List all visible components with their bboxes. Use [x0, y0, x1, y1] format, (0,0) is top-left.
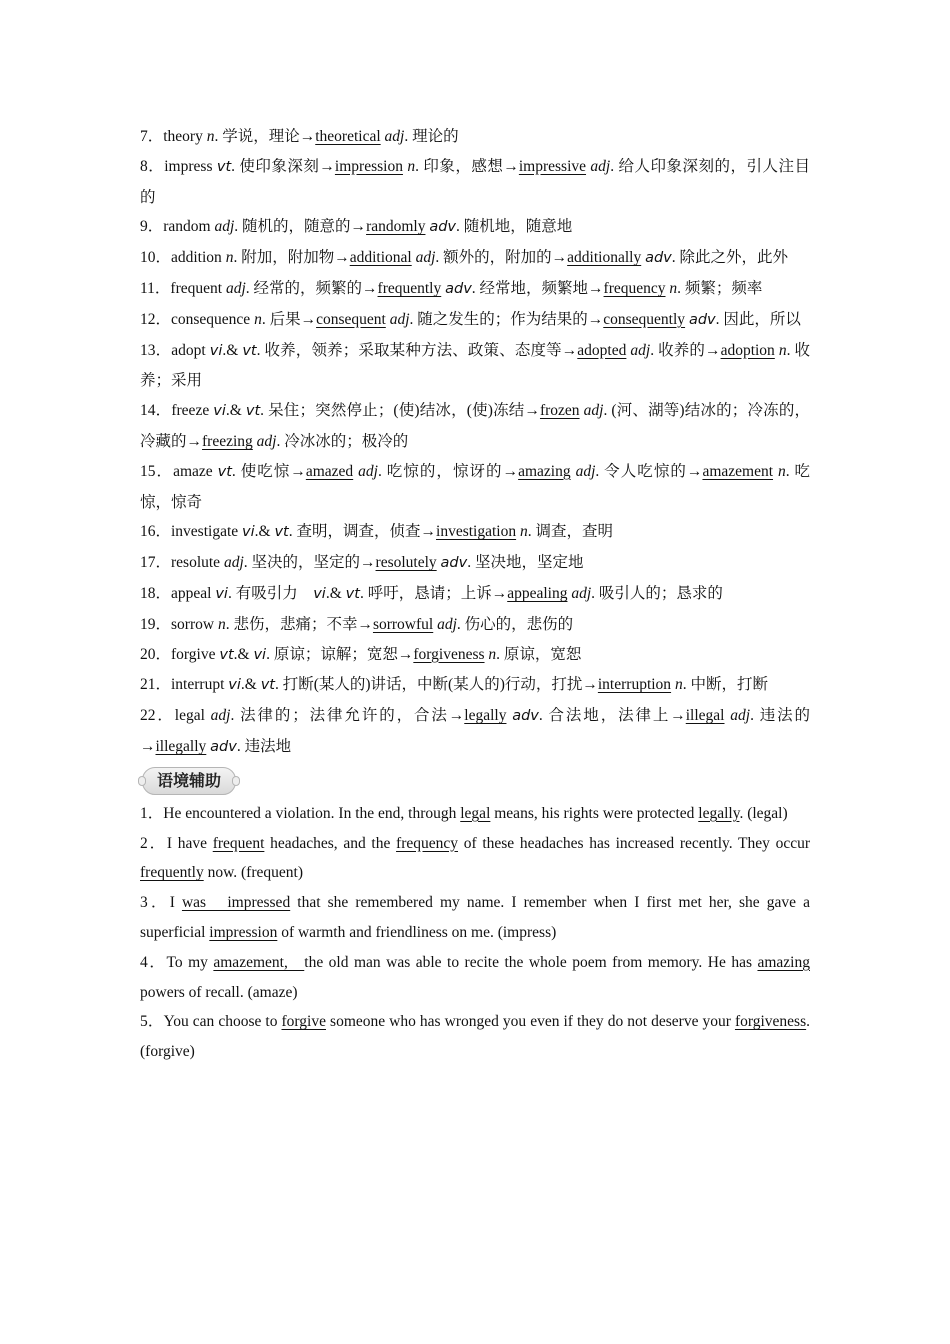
answer-word: interruption [597, 676, 672, 694]
vocabulary-entry [140, 640, 810, 671]
text-segment: .& [233, 645, 254, 663]
section-badge-wrap [140, 763, 810, 799]
text-segment: . 随之发生的；作为结果的→ [409, 310, 604, 328]
text-segment: . 使吃惊→ [231, 462, 306, 480]
part-of-speech: vi [242, 524, 255, 541]
vocabulary-entry [140, 579, 810, 610]
answer-word: impressive [518, 157, 587, 175]
part-of-speech: vi [215, 585, 228, 602]
part-of-speech: n [217, 615, 226, 633]
text-segment: 20．forgive [140, 645, 220, 663]
text-segment: powers of recall. (amaze) [140, 983, 298, 1001]
text-segment: of warmth and friendliness on me. (impress) [277, 923, 557, 941]
answer-word: frequency [396, 834, 459, 852]
part-of-speech: adj [437, 615, 457, 633]
text-segment: . 违法地 [236, 737, 292, 755]
part-of-speech: adj [583, 402, 604, 420]
part-of-speech: vt [274, 524, 289, 541]
text-segment: . 因此，所以 [715, 310, 801, 328]
part-of-speech: adj [590, 157, 611, 175]
text-segment: . 吃惊的，惊讶的→ [377, 462, 519, 480]
text-segment: .& [222, 341, 243, 359]
text-segment: 22．legal [140, 707, 211, 725]
text-segment: .& [325, 584, 346, 602]
text-segment: 9．random [140, 218, 215, 236]
answer-word: was impressed [181, 894, 291, 912]
context-sentence [140, 829, 810, 889]
part-of-speech: n [488, 645, 497, 663]
text-segment: . 调查，查明 [527, 523, 613, 541]
part-of-speech: vi [313, 585, 326, 602]
text-segment: . 伤心的，悲伤的 [456, 615, 574, 633]
vocabulary-entry [140, 243, 810, 274]
text-segment: . 频繁；频率 [677, 279, 763, 297]
answer-word: frequently [377, 279, 442, 297]
part-of-speech: adv [210, 738, 237, 755]
answer-word: randomly [366, 218, 426, 236]
answer-word: adoption [720, 341, 775, 359]
text-segment: . 悲伤，悲痛；不幸→ [225, 615, 373, 633]
text-segment: 18．appeal [140, 584, 216, 602]
text-segment: 19．sorrow [140, 615, 218, 633]
part-of-speech: vt [219, 646, 234, 663]
answer-word: impression [334, 157, 403, 175]
answer-word: theoretical [315, 128, 381, 145]
text-segment: headaches, and the [264, 834, 397, 852]
part-of-speech: n [206, 128, 215, 145]
part-of-speech: adv [429, 219, 457, 236]
vocabulary-entry [140, 396, 810, 457]
part-of-speech: vt [345, 585, 360, 602]
part-of-speech: vi [228, 677, 241, 694]
part-of-speech: vt [216, 158, 232, 175]
answer-word: amazing [757, 953, 810, 971]
text-segment: .& [254, 523, 275, 541]
text-segment: 1．He encountered a violation. In the end, through [140, 804, 461, 822]
part-of-speech: n [225, 249, 234, 267]
part-of-speech: adj [389, 310, 410, 328]
text-segment: . 查明，调查，侦查→ [288, 523, 437, 541]
text-segment: of these headaches has increased recently. They occur [458, 834, 811, 852]
part-of-speech: adv [440, 555, 468, 572]
part-of-speech: vt [242, 342, 257, 359]
text-segment: someone who has wronged you even if they do not deserve your [326, 1013, 735, 1031]
part-of-speech: vt [217, 463, 232, 480]
text-segment: that she remembered my name. I remember when I first met her, she gave a superficial [140, 894, 811, 941]
part-of-speech: n [669, 279, 678, 297]
text-segment: . (河、湖等)结冰的；冷冻的，冷藏的→ [140, 402, 811, 450]
part-of-speech: adj [223, 554, 244, 572]
answer-word: investigation [436, 523, 517, 541]
text-segment: 4．To my [140, 953, 214, 971]
vocabulary-entry [140, 212, 810, 243]
vocabulary-entry [140, 548, 810, 579]
part-of-speech: n [519, 523, 528, 541]
answer-word: appealing [507, 584, 568, 602]
text-segment: 21．interrupt [140, 676, 229, 694]
part-of-speech: vt [260, 677, 275, 694]
vocabulary-list [140, 122, 810, 763]
answer-word: amazement [702, 462, 774, 480]
context-sentence [140, 888, 810, 948]
text-segment: . 吃惊，惊奇 [140, 462, 811, 511]
vocabulary-entry [140, 610, 810, 640]
text-segment: 8．impress [140, 157, 217, 175]
text-segment: 15．amaze [140, 462, 218, 480]
text-segment: . 收养的→ [650, 341, 721, 359]
part-of-speech: adj [630, 341, 651, 359]
answer-word: amazing [518, 462, 571, 480]
part-of-speech: adj [415, 249, 436, 267]
part-of-speech: adj [210, 707, 231, 725]
answer-word: legal [460, 804, 491, 822]
text-segment: 14．freeze [140, 402, 214, 420]
text-segment: . 吸引人的；恳求的 [591, 584, 723, 602]
part-of-speech: adv [645, 250, 672, 267]
part-of-speech: adj [575, 462, 596, 480]
answer-word: frequent [212, 834, 265, 852]
answer-word: impression [209, 923, 278, 941]
text-segment: . 使印象深刻→ [231, 157, 335, 175]
text-segment: . 后果→ [261, 310, 317, 328]
answer-word: illegal [685, 707, 725, 725]
text-segment: means, his rights were protected [490, 804, 699, 822]
text-segment: . (legal) [739, 804, 788, 822]
answer-word: forgive [281, 1013, 326, 1031]
part-of-speech: vi [253, 646, 267, 663]
part-of-speech: n [778, 341, 787, 359]
text-segment: . 呆住；突然停止；(使)结冰，(使)冻结→ [260, 402, 540, 420]
document-page [140, 122, 810, 1067]
text-segment: . 印象，感想→ [415, 157, 519, 175]
context-sentence [140, 1007, 810, 1067]
context-sentence [140, 799, 810, 829]
answer-word: legally [464, 707, 507, 725]
part-of-speech: adj [571, 584, 592, 602]
text-segment: . 除此之外，此外 [671, 249, 789, 267]
text-segment: 3．I [140, 894, 182, 912]
part-of-speech: adj [214, 218, 235, 236]
answer-word: freezing [202, 432, 253, 450]
text-segment: . 呼吁，恳请；上诉→ [359, 584, 508, 602]
text-segment: . 坚决的，坚定的→ [243, 554, 376, 572]
text-segment: 16．investigate [140, 523, 243, 541]
answer-word: amazed [305, 462, 354, 480]
part-of-speech: adv [445, 280, 472, 297]
text-segment: . 坚决地，坚定地 [467, 554, 584, 572]
text-segment: 11．frequent [140, 279, 226, 297]
section-badge: 语境辅助 [142, 767, 236, 795]
text-segment: . 合法地，法律上→ [538, 707, 686, 725]
text-segment: . 收养；采用 [140, 341, 810, 390]
part-of-speech: adv [512, 708, 539, 725]
text-segment: . 打断(某人的)讲话，中断(某人的)行动，打扰→ [274, 676, 598, 694]
text-segment: . (forgive) [140, 1013, 811, 1061]
text-segment: . 原谅，宽恕 [496, 645, 582, 663]
answer-word: additional [349, 249, 412, 267]
part-of-speech: vi [209, 342, 223, 359]
answer-word: frequency [603, 279, 666, 297]
text-segment: .& [240, 676, 261, 694]
text-segment: . 中断，打断 [682, 676, 768, 694]
answer-word: resolutely [375, 554, 437, 572]
text-segment: . 附加，附加物→ [233, 249, 350, 267]
answer-word: sorrowful [372, 615, 434, 633]
answer-word: frequently [140, 864, 204, 882]
text-segment: 5．You can choose to [140, 1013, 282, 1031]
part-of-speech: adj [225, 279, 246, 297]
text-segment: . 额外的，附加的→ [435, 249, 568, 267]
text-segment: . 法律的；法律允许的，合法→ [230, 707, 465, 725]
part-of-speech: n [407, 157, 416, 175]
answer-word: legally [698, 804, 740, 822]
context-sentence [140, 948, 810, 1008]
part-of-speech: adj [730, 707, 751, 725]
answer-word: additionally [567, 249, 642, 267]
part-of-speech: n [254, 310, 262, 328]
context-sentences [140, 799, 810, 1067]
answer-word: frozen [539, 402, 580, 420]
vocabulary-entry [140, 670, 810, 701]
answer-word: illegally [155, 737, 207, 755]
answer-word: consequently [603, 310, 686, 328]
text-segment: 10．addition [140, 249, 226, 267]
vocabulary-entry [140, 152, 810, 213]
answer-word: forgiveness [734, 1013, 807, 1031]
part-of-speech: n [777, 462, 786, 480]
text-segment: . 原谅；谅解；宽恕→ [266, 645, 414, 663]
text-segment: . 理论的 [404, 128, 459, 145]
answer-word: consequent [316, 310, 386, 328]
part-of-speech: vi [213, 403, 226, 420]
answer-word: adopted [577, 341, 627, 359]
vocabulary-entry [140, 457, 810, 518]
text-segment: . 收养，领养；采取某种方法、政策、态度等→ [256, 341, 578, 359]
part-of-speech: adj [358, 462, 378, 480]
part-of-speech: adv [688, 311, 716, 328]
text-segment: 12．consequence [140, 310, 255, 328]
text-segment: . 随机的，随意的→ [234, 218, 367, 236]
vocabulary-entry [140, 336, 810, 397]
part-of-speech: adj [256, 432, 277, 450]
text-segment: 17．resolute [140, 554, 224, 572]
vocabulary-entry [140, 274, 810, 305]
text-segment: 13．adopt [140, 341, 210, 359]
text-segment: . 学说，理论→ [214, 128, 316, 145]
answer-word: amazement, [213, 953, 305, 971]
text-segment: now. (frequent) [203, 864, 303, 882]
text-segment: . 给人印象深刻的，引人注目的 [140, 157, 811, 206]
answer-word: forgiveness [413, 645, 485, 663]
text-segment: 7．theory [140, 128, 207, 145]
part-of-speech: n [674, 676, 683, 694]
text-segment: .& [225, 402, 246, 420]
vocabulary-entry [140, 701, 810, 763]
text-segment: . 违法的→ [140, 707, 810, 755]
vocabulary-entry [140, 305, 810, 336]
vocabulary-entry [140, 517, 810, 548]
vocabulary-entry [140, 122, 810, 152]
text-segment: . 有吸引力 [227, 584, 314, 602]
part-of-speech: adj [384, 128, 405, 145]
text-segment: . 令人吃惊的→ [595, 462, 703, 480]
text-segment: 2．I have [140, 834, 213, 852]
part-of-speech: vt [245, 403, 261, 420]
text-segment: . 随机地，随意地 [456, 218, 573, 236]
text-segment: . 经常的，频繁的→ [245, 279, 378, 297]
text-segment: the old man was able to recite the whole poem from memory. He has [304, 953, 758, 971]
text-segment: . 经常地，频繁地→ [471, 279, 604, 297]
text-segment: . 冷冰冰的；极冷的 [276, 432, 409, 450]
